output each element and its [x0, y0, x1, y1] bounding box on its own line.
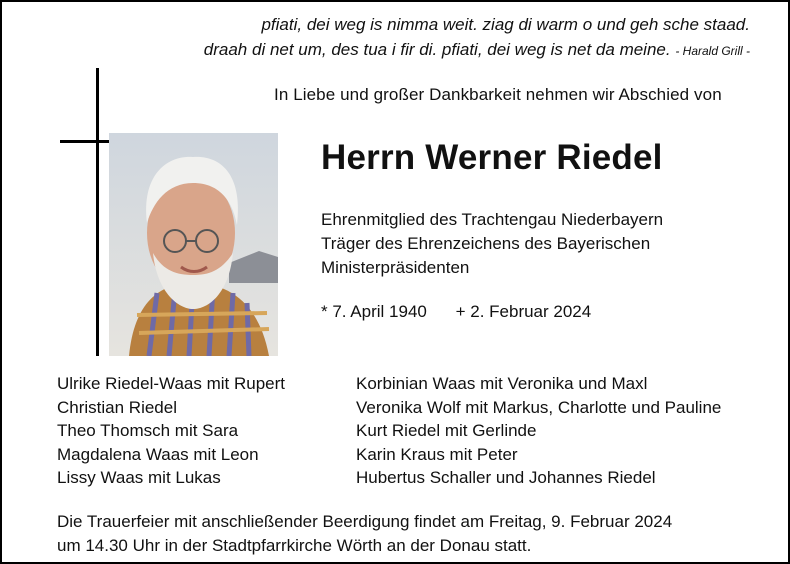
death-date: + 2. Februar 2024	[455, 302, 592, 321]
ceremony-info	[57, 510, 672, 558]
mourner-item: Ulrike Riedel-Waas mit Rupert	[57, 374, 285, 393]
cross-icon-vertical	[96, 68, 99, 356]
mourner-item: Kurt Riedel mit Gerlinde	[356, 421, 537, 440]
intro-text: In Liebe und großer Dankbarkeit nehmen wir Abschied von	[274, 85, 722, 104]
mourner-item: Karin Kraus mit Peter	[356, 444, 518, 464]
mourner-item: Theo Thomsch mit Sara	[57, 421, 239, 440]
poem-line-2-text: draah di net um, des tua i fir di. pfiati, dei weg is net da meine.	[203, 40, 671, 59]
honor-line-3: Ministerpräsidenten	[321, 258, 470, 277]
mourner-item: Christian Riedel	[57, 397, 177, 417]
deceased-name: Herrn Werner Riedel	[321, 138, 663, 177]
mourner-item: Magdalena Waas mit Leon	[57, 444, 259, 464]
mourner-item: Korbinian Waas mit Veronika und Maxl	[356, 374, 648, 393]
honor-line-2: Träger des Ehrenzeichens des Bayerischen	[321, 234, 651, 253]
mourners-list-left	[57, 372, 285, 490]
poem-quote	[204, 12, 750, 64]
honors-block	[321, 208, 701, 280]
mourner-item: Hubertus Schaller und Johannes Riedel	[356, 468, 656, 487]
ceremony-line-2: um 14.30 Uhr in der Stadtpfarrkirche Wörth an der Donau statt.	[57, 536, 532, 555]
birth-date: * 7. April 1940	[321, 302, 427, 321]
ceremony-line-1: Die Trauerfeier mit anschließender Beerdigung findet am Freitag, 9. Februar 2024	[57, 512, 673, 531]
mourners-list-right	[356, 372, 721, 490]
portrait-illustration	[109, 133, 278, 356]
mourner-item: Lissy Waas mit Lukas	[57, 468, 221, 487]
honor-line-1: Ehrenmitglied des Trachtengau Niederbayern	[321, 210, 664, 229]
mourner-item: Veronika Wolf mit Markus, Charlotte und Pauline	[356, 397, 722, 417]
portrait-photo	[109, 133, 278, 356]
poem-line-2	[204, 37, 750, 64]
life-dates	[321, 302, 591, 322]
poem-line-1: pfiati, dei weg is nimma weit. ziag di warm o und geh sche staad.	[261, 15, 750, 34]
poem-author: - Harald Grill -	[675, 44, 750, 58]
